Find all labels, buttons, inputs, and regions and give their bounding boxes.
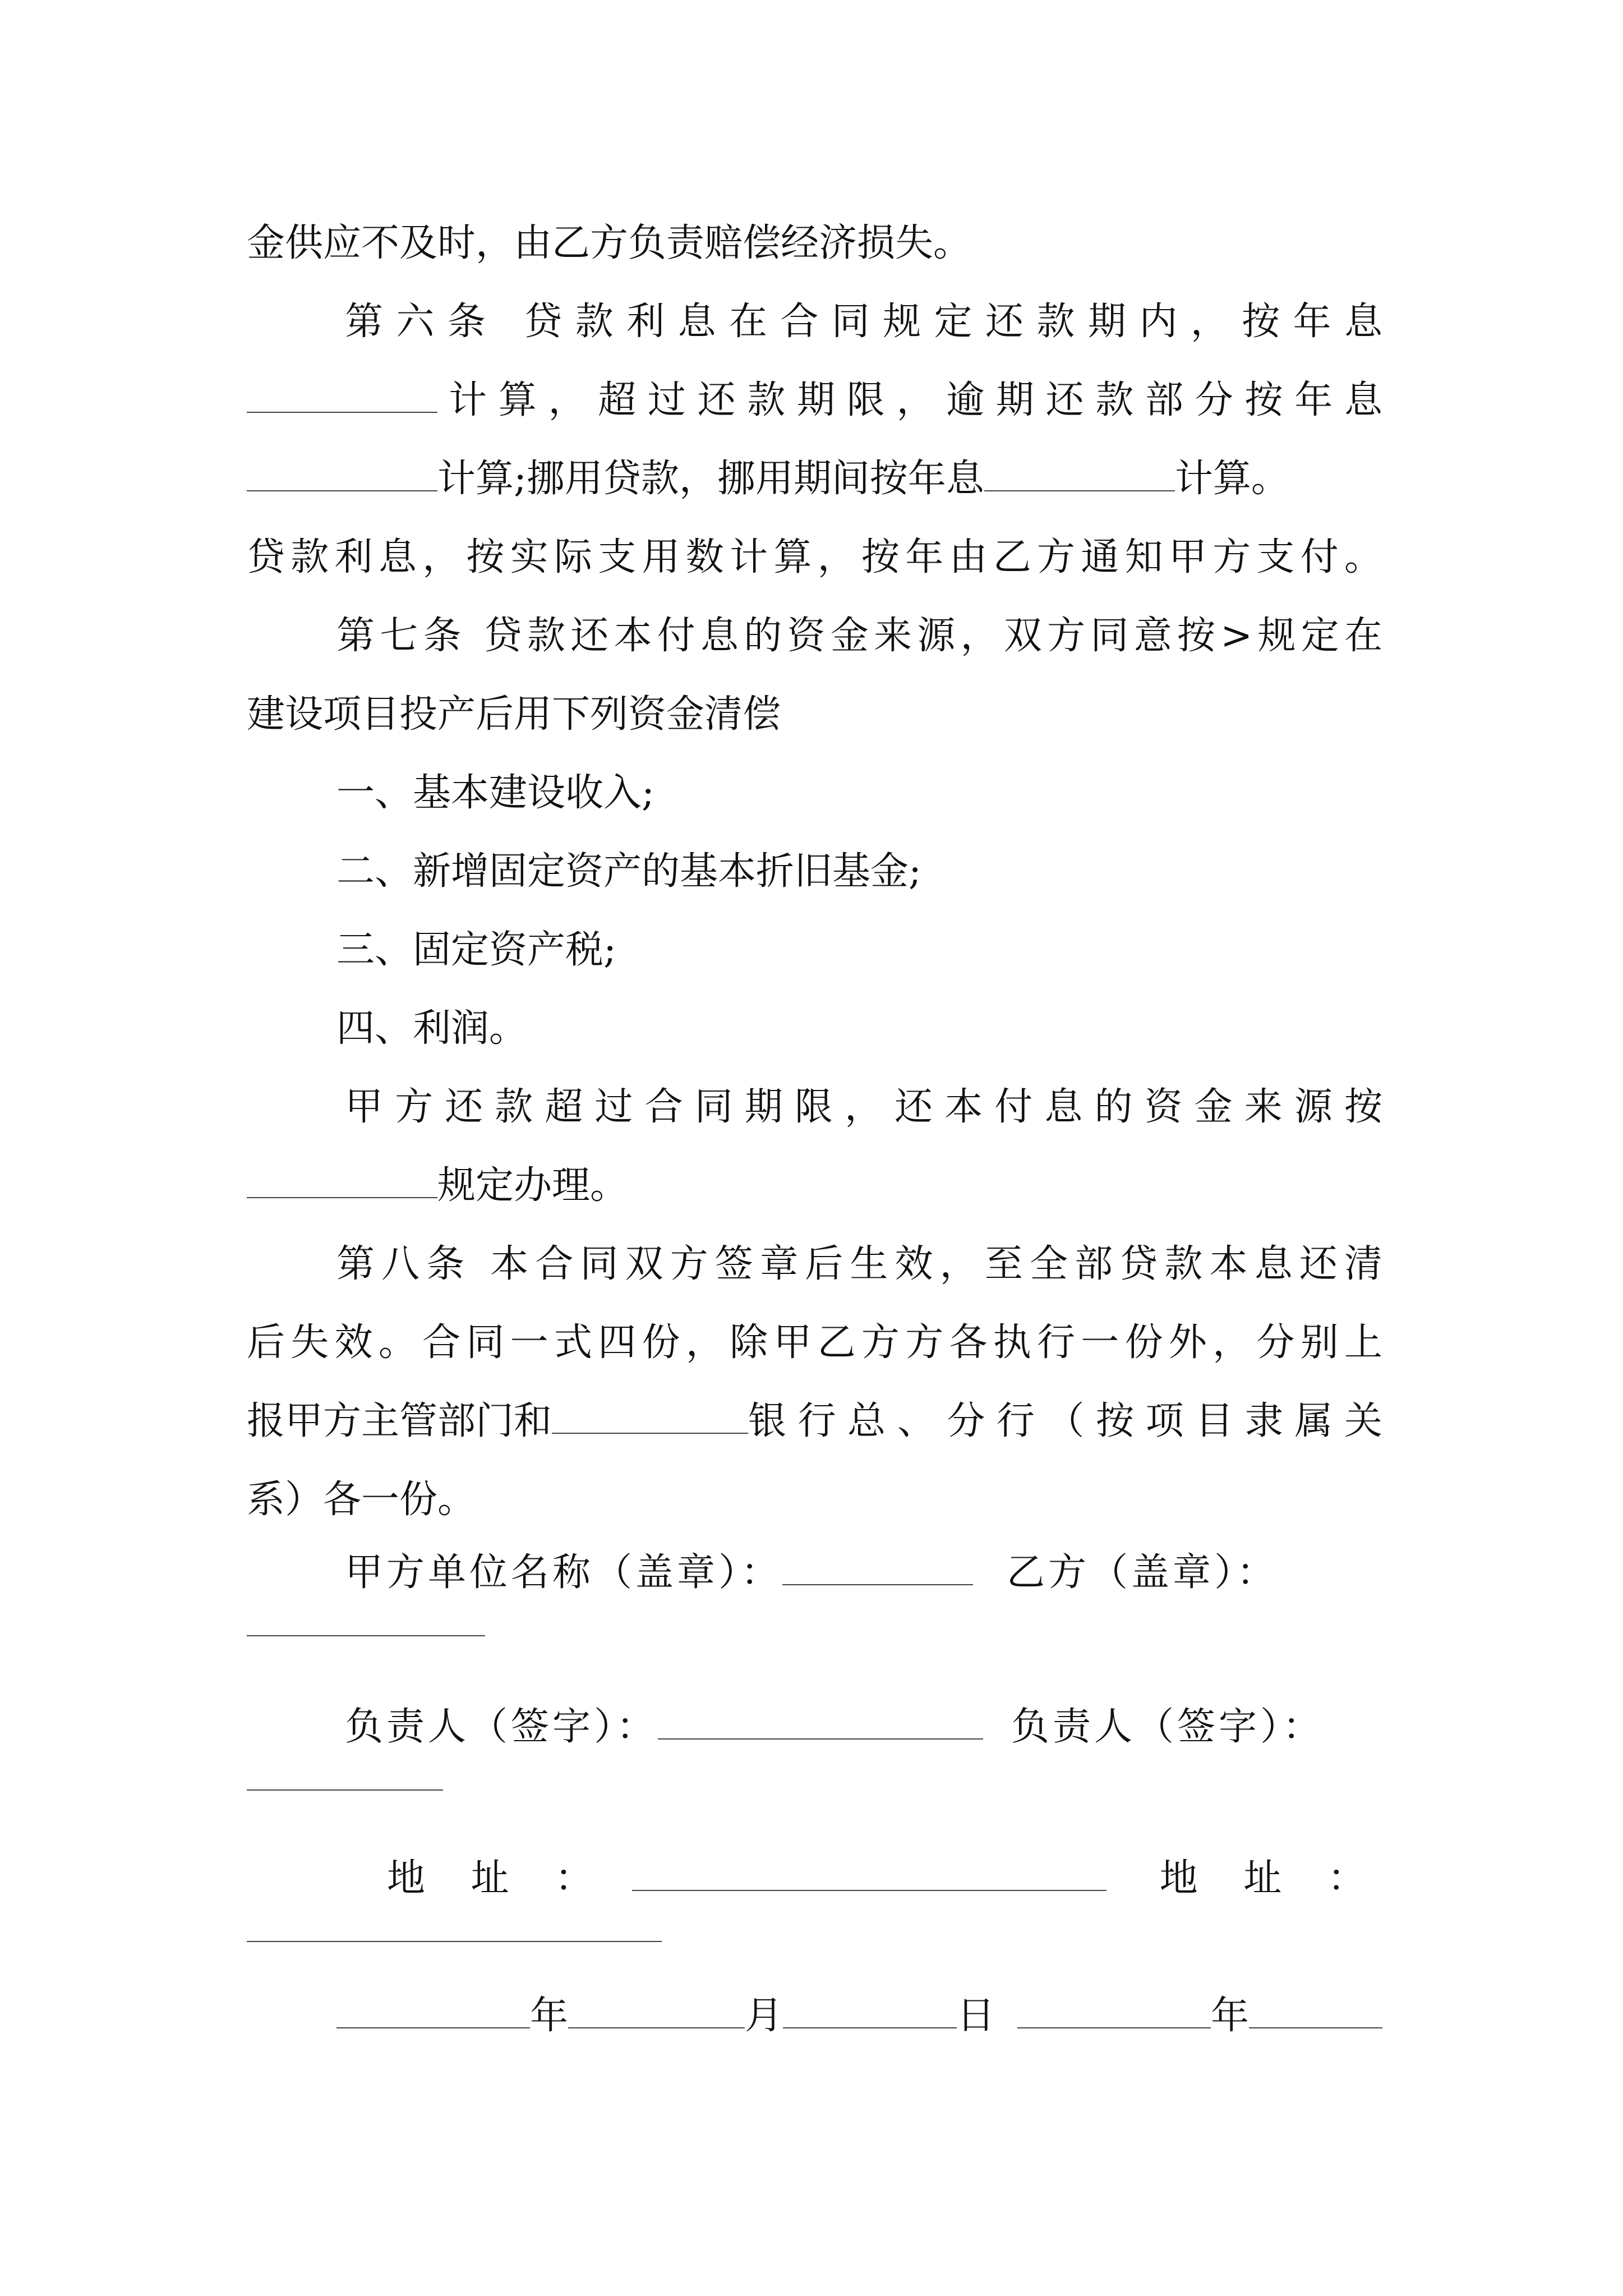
overdue-line-2 <box>247 1161 628 1211</box>
year-blank-a <box>336 1991 530 2028</box>
article-6-line-3-text-a: 计算;挪用贷款，挪用期间按年息 <box>437 457 984 501</box>
blank-rule <box>247 1161 437 1198</box>
article-8-line-4: 系）各一份。 <box>247 1478 476 1522</box>
article-6-line-2 <box>247 376 1382 425</box>
blank-rate-1 <box>247 376 437 413</box>
sign-row-person <box>345 1703 1382 1752</box>
para-line-1: 金供应不及时，由乙方负责赔偿经济损失。 <box>247 221 972 265</box>
party-a-address-blank <box>632 1854 1106 1891</box>
party-a-name-label: 甲方单位名称（盖章）： <box>345 1550 783 1595</box>
party-a-name-blank <box>782 1548 973 1585</box>
article-6-line-3 <box>247 454 1382 504</box>
day-label-a: 日 <box>957 1994 995 2038</box>
sign-row-date <box>336 1991 1382 2041</box>
party-b-person-label: 负责人（签字）： <box>1011 1705 1325 1749</box>
party-a-address-label: 地 址 ： <box>387 1856 610 1901</box>
year-label-a: 年 <box>530 1994 569 2038</box>
day-blank-a <box>783 1991 957 2028</box>
month-label-a: 月 <box>745 1994 783 2038</box>
sign-row-address <box>387 1854 1382 1903</box>
blank-rate-2 <box>247 454 437 491</box>
year-blank-b <box>1017 1991 1211 2028</box>
party-b-seal-label: 乙方（盖章）： <box>1007 1550 1279 1595</box>
month-blank-b <box>1249 1991 1382 2028</box>
party-a-person-label: 负责人（签字）： <box>345 1705 658 1749</box>
party-b-address-blank <box>247 1941 662 1942</box>
article-7-line-2: 建设项目投产后用下列资金清偿 <box>247 692 781 737</box>
overdue-line-2-text: 规定办理。 <box>437 1163 629 1208</box>
sign-row-seal <box>345 1548 1382 1598</box>
article-6-line-1: 第六条 贷款利息在合同规定还款期内，按年息 <box>345 300 1382 344</box>
month-blank-a <box>568 1991 745 2028</box>
list-item-1: 一、基本建设收入; <box>336 771 654 815</box>
year-label-b: 年 <box>1211 1994 1249 2038</box>
article-8-line-2: 后失效。合同一式四份，除甲乙方方各执行一份外，分别上 <box>247 1320 1382 1365</box>
list-item-4: 四、利润。 <box>336 1006 528 1051</box>
article-6-line-4: 贷款利息，按实际支用数计算，按年由乙方通知甲方支付。 <box>247 535 1382 579</box>
article-8-line-3-text-a: 报甲方主管部门和 <box>247 1399 552 1443</box>
article-6-line-2-text: 计算，超过还款期限，逾期还款部分按年息 <box>449 378 1382 422</box>
party-b-person-blank <box>247 1789 443 1791</box>
blank-rate-3 <box>984 454 1175 491</box>
article-8-line-3-text-b: 银行总、分行（按项目隶属关 <box>748 1399 1382 1443</box>
party-b-address-label: 地 址 ： <box>1159 1856 1382 1901</box>
list-item-3: 三、固定资产税; <box>336 928 616 972</box>
party-b-seal-blank <box>247 1635 485 1636</box>
list-item-2: 二、新增固定资产的基本折旧基金; <box>336 849 921 894</box>
party-a-person-blank <box>658 1703 983 1740</box>
overdue-line-1: 甲方还款超过合同期限，还本付息的资金来源按 <box>345 1085 1382 1129</box>
article-8-line-3 <box>247 1397 1382 1446</box>
article-8-line-1: 第八条 本合同双方签章后生效，至全部贷款本息还清 <box>336 1242 1382 1286</box>
blank-bank <box>552 1397 748 1434</box>
article-7-line-1: 第七条 贷款还本付息的资金来源，双方同意按>规定在 <box>336 614 1382 658</box>
article-6-line-3-text-b: 计算。 <box>1174 457 1289 501</box>
